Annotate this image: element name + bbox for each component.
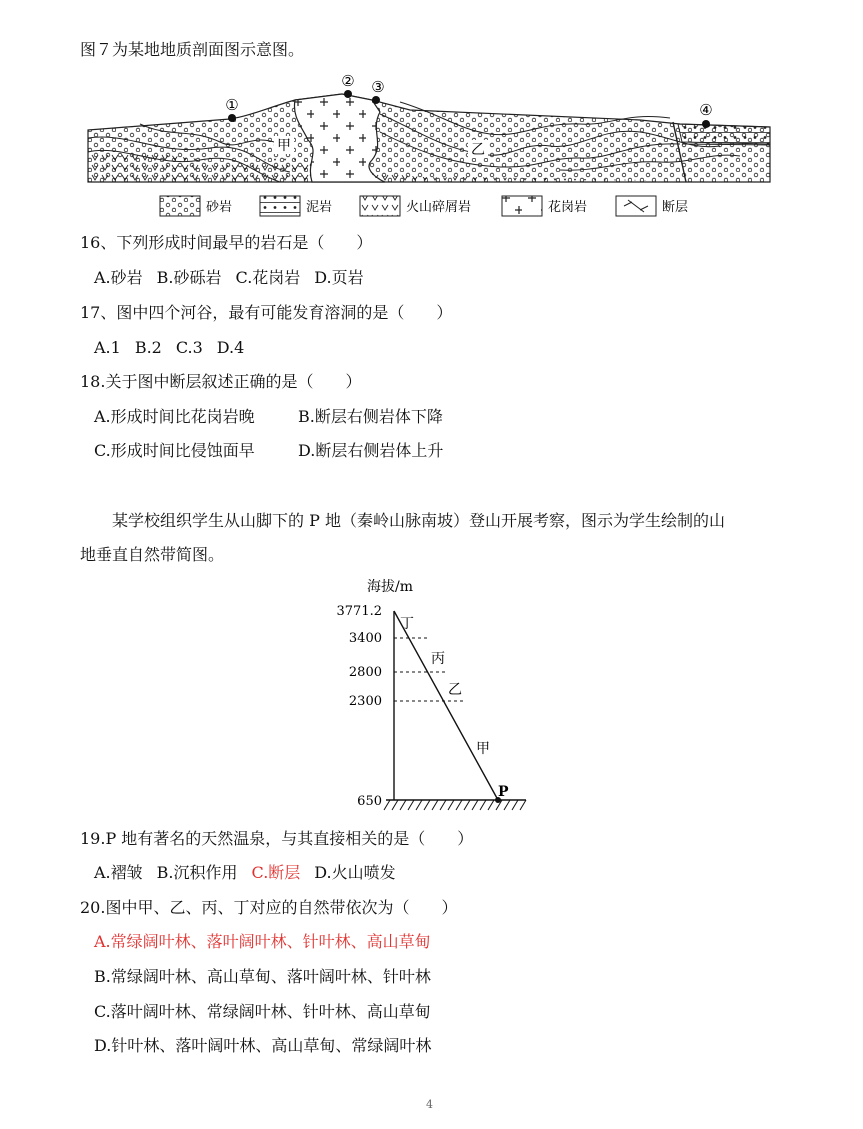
q20-option-d[interactable]: D.针叶林、落叶阔叶林、高山草甸、常绿阔叶林: [94, 1036, 432, 1055]
legend: [160, 196, 688, 216]
q16-options: [94, 268, 364, 288]
valley-point-3: [372, 96, 380, 104]
q16-option-a[interactable]: A.砂岩: [94, 268, 143, 287]
valley-point-2: [344, 90, 352, 98]
valley-point-4: [702, 120, 710, 128]
marker-3: ③: [371, 78, 385, 96]
q19-stem: 19.P 地有著名的天然温泉，与其直接相关的是（ ）: [80, 829, 474, 848]
q17-stem: 17、图中四个河谷，最有可能发育溶洞的是（ ）: [80, 303, 453, 322]
q18-stem: 18.关于图中断层叙述正确的是（ ）: [80, 372, 362, 391]
zone-ding: 丁: [400, 616, 414, 632]
q19-option-d[interactable]: D.火山喷发: [314, 863, 396, 882]
q16-option-d[interactable]: D.页岩: [314, 268, 364, 287]
tick-peak: 3771.2: [336, 604, 382, 619]
q20-option-b[interactable]: B.常绿阔叶林、高山草甸、落叶阔叶林、针叶林: [94, 967, 431, 986]
q17-option-d[interactable]: D.4: [216, 338, 245, 357]
q19-options: [94, 863, 396, 883]
legend-swatch-volcanic: [360, 196, 400, 216]
zone-yi: 乙: [448, 682, 462, 698]
q18-option-b[interactable]: B.断层右侧岩体下降: [298, 407, 443, 426]
zone-jia: 甲: [476, 741, 490, 757]
vertical-zone-diagram: [330, 575, 540, 820]
q20-option-a[interactable]: A.常绿阔叶林、落叶阔叶林、针叶林、高山草甸: [94, 932, 431, 951]
q17-option-c[interactable]: C.3: [175, 338, 203, 357]
q19-option-a[interactable]: A.褶皱: [94, 863, 143, 882]
q16-stem: 16、下列形成时间最早的岩石是（ ）: [80, 233, 373, 252]
q17-option-a[interactable]: A.1: [94, 338, 121, 357]
marker-1: ①: [225, 96, 239, 114]
point-p-label: P: [498, 784, 509, 800]
q20-option-c[interactable]: C.落叶阔叶林、常绿阔叶林、针叶林、高山草甸: [94, 1002, 431, 1021]
q17-options: [94, 338, 244, 358]
y-axis-title: 海拔/m: [367, 579, 413, 595]
q16-option-c[interactable]: C.花岗岩: [235, 268, 301, 287]
legend-swatch-granite: [502, 196, 542, 216]
legend-volcanic: 火山碎屑岩: [406, 200, 472, 215]
valley-point-1: [228, 114, 236, 122]
q17-option-b[interactable]: B.2: [134, 338, 162, 357]
geologic-cross-section: [80, 72, 785, 224]
legend-mudstone: 泥岩: [306, 200, 333, 215]
q16-option-b[interactable]: B.砂砾岩: [156, 268, 222, 287]
tick-2300: 2300: [348, 694, 382, 709]
legend-sandstone: 砂岩: [206, 200, 233, 215]
q19-option-c[interactable]: C.断层: [251, 863, 301, 882]
legend-granite: 花岗岩: [548, 200, 588, 215]
tick-3400: 3400: [348, 631, 382, 646]
q20-stem: 20.图中甲、乙、丙、丁对应的自然带依次为（ ）: [80, 898, 458, 917]
ground-hatching: [384, 800, 526, 810]
label-jia: 甲: [277, 138, 291, 154]
q18-option-c[interactable]: C.形成时间比侵蚀面早: [94, 441, 255, 460]
legend-swatch-sandstone: [160, 196, 200, 216]
slope-line: [394, 611, 498, 800]
tick-2800: 2800: [348, 665, 382, 680]
rock-strata: [88, 72, 770, 182]
q19-option-b[interactable]: B.沉积作用: [156, 863, 238, 882]
legend-fault: 断层: [662, 200, 689, 215]
marker-2: ②: [341, 72, 355, 90]
legend-swatch-mudstone: [260, 196, 300, 216]
section2-intro-line2: 地垂直自然带简图。: [80, 545, 225, 564]
tick-650: 650: [357, 794, 382, 809]
section2-intro-line1: 某学校组织学生从山脚下的 P 地（秦岭山脉南坡）登山开展考察，图示为学生绘制的山: [112, 511, 725, 530]
zone-bing: 丙: [431, 651, 445, 667]
page-number: 4: [426, 1098, 433, 1111]
marker-4: ④: [699, 101, 713, 119]
label-yi: 乙: [471, 142, 485, 158]
figure7-intro: 图７为某地地质剖面图示意图。: [80, 40, 305, 59]
q18-option-a[interactable]: A.形成时间比花岗岩晚: [94, 407, 255, 426]
q18-option-d[interactable]: D.断层右侧岩体上升: [298, 441, 444, 460]
